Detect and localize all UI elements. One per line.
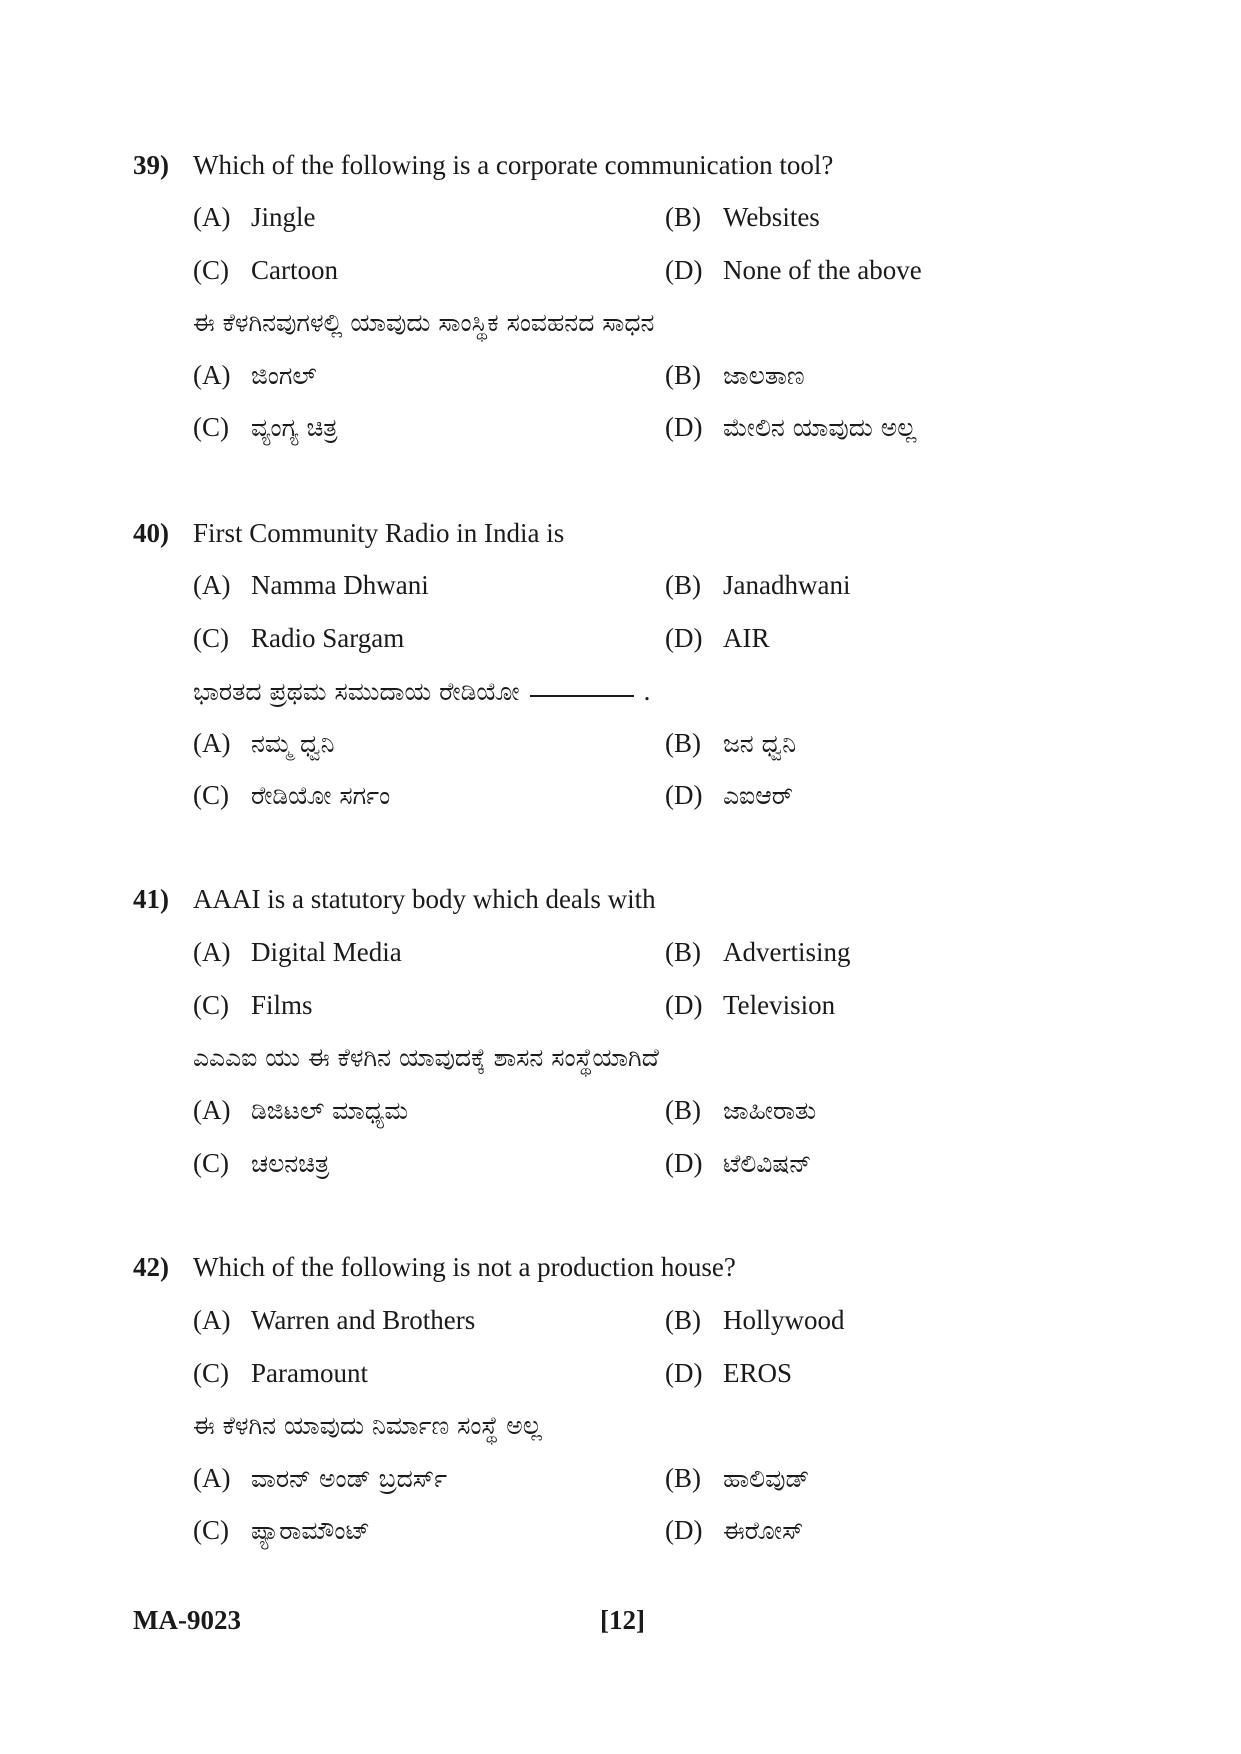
option-b-kn: (B) ಹಾಲಿವುಡ್ — [665, 1463, 810, 1493]
question-number: 41) — [133, 884, 169, 914]
question-text-kn: ಎಎಎಐ ಯು ಈ ಕೆಳಗಿನ ಯಾವುದಕ್ಕೆ ಶಾಸನ ಸಂಸ್ಥೆಯಾಗಿದೆ — [193, 1043, 659, 1072]
option-c-en: (C) Cartoon — [193, 255, 338, 285]
option-a-en: (A) Namma Dhwani — [193, 570, 429, 600]
option-d-kn: (D) ಮೇಲಿನ ಯಾವುದು ಅಲ್ಲ — [665, 412, 917, 442]
option-c-kn: (C) ವ್ಯಂಗ್ಯ ಚಿತ್ರ — [193, 412, 338, 442]
option-d-en: (D) EROS — [665, 1358, 793, 1388]
question-text-en: AAAI is a statutory body which deals with — [193, 884, 656, 914]
option-a-kn: (A) ಜಿಂಗಲ್ — [193, 360, 317, 390]
option-c-kn: (C) ರೇಡಿಯೋ ಸರ್ಗಂ — [193, 780, 391, 810]
option-b-kn: (B) ಜನ ಧ್ವನಿ — [665, 728, 797, 758]
option-d-kn: (D) ಎಐಆರ್ — [665, 780, 794, 810]
question-text-kn: ಈ ಕೆಳಗಿನವುಗಳಲ್ಲಿ ಯಾವುದು ಸಾಂಸ್ಥಿಕ ಸಂವಹನದ ಸಾಧನ — [193, 308, 655, 337]
option-b-kn: (B) ಜಾಹೀರಾತು — [665, 1095, 817, 1125]
question-number: 39) — [133, 150, 169, 180]
option-d-en: (D) None of the above — [665, 255, 922, 285]
option-d-kn: (D) ಈರೋಸ್ — [665, 1515, 804, 1545]
option-a-en: (A) Warren and Brothers — [193, 1305, 476, 1335]
page-number: [12] — [600, 1605, 645, 1635]
question-text-en: Which of the following is a corporate communication tool? — [193, 150, 834, 180]
question-text-kn: ಈ ಕೆಳಗಿನ ಯಾವುದು ನಿರ್ಮಾಣ ಸಂಸ್ಥೆ ಅಲ್ಲ — [193, 1411, 542, 1440]
answer-blank — [530, 695, 634, 697]
option-b-en: (B) Hollywood — [665, 1305, 845, 1335]
option-b-kn: (B) ಜಾಲತಾಣ — [665, 360, 805, 390]
option-c-kn: (C) ಪ್ಯಾರಾಮೌಂಟ್ — [193, 1515, 370, 1545]
option-b-en: (B) Advertising — [665, 937, 851, 967]
question-number: 40) — [133, 518, 169, 548]
option-a-en: (A) Digital Media — [193, 937, 402, 967]
option-a-en: (A) Jingle — [193, 202, 316, 232]
question-number: 42) — [133, 1252, 169, 1282]
option-d-kn: (D) ಟೆಲಿವಿಷನ್ — [665, 1148, 812, 1178]
question-text-en: First Community Radio in India is — [193, 518, 565, 548]
question-text-en: Which of the following is not a production house? — [193, 1252, 736, 1282]
option-a-kn: (A) ಡಿಜಿಟಲ್ ಮಾಧ್ಯಮ — [193, 1095, 409, 1125]
option-b-en: (B) Janadhwani — [665, 570, 851, 600]
option-a-kn: (A) ನಮ್ಮ ಧ್ವನಿ — [193, 728, 335, 758]
question-text-kn: ಭಾರತದ ಪ್ರಥಮ ಸಮುದಾಯ ರೇಡಿಯೋ . — [193, 676, 651, 706]
option-d-en: (D) AIR — [665, 623, 770, 653]
option-b-en: (B) Websites — [665, 202, 820, 232]
option-d-en: (D) Television — [665, 990, 836, 1020]
option-c-en: (C) Films — [193, 990, 313, 1020]
exam-code: MA-9023 — [133, 1605, 241, 1635]
option-a-kn: (A) ವಾರನ್ ಅಂಡ್ ಬ್ರದರ್ಸ್ — [193, 1463, 448, 1493]
option-c-en: (C) Paramount — [193, 1358, 368, 1388]
option-c-kn: (C) ಚಲನಚಿತ್ರ — [193, 1148, 330, 1178]
option-c-en: (C) Radio Sargam — [193, 623, 405, 653]
